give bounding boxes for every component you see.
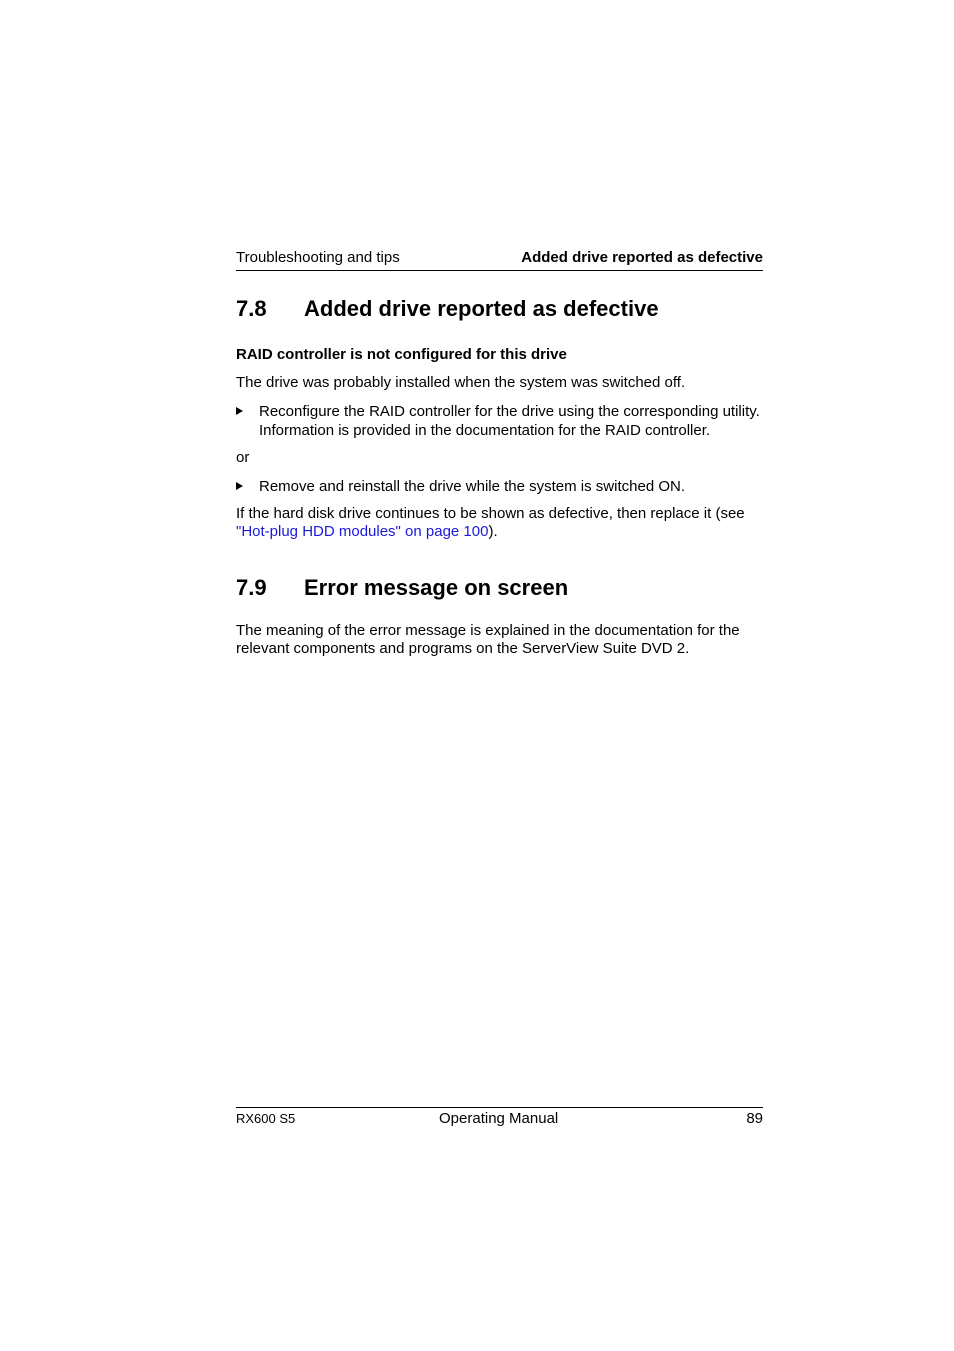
section-7-8-heading xyxy=(236,296,659,322)
section-title: Error message on screen xyxy=(304,575,569,600)
section-title: Added drive reported as defective xyxy=(304,296,659,321)
hot-plug-link[interactable]: "Hot-plug HDD modules" on page 100 xyxy=(236,523,489,540)
section-number: 7.8 xyxy=(236,296,267,321)
footer-manual: Operating Manual xyxy=(439,1110,559,1127)
running-header xyxy=(236,248,763,271)
header-chapter: Troubleshooting and tips xyxy=(236,249,400,266)
paragraph-line: relevant components and programs on the ServerView Suite DVD 2. xyxy=(236,640,690,657)
intro-paragraph: The drive was probably installed when the system was switched off. xyxy=(236,374,686,391)
or-text: or xyxy=(236,449,250,466)
bullet-text: Remove and reinstall the drive while the system is switched ON. xyxy=(259,478,686,495)
error-paragraph xyxy=(236,622,740,658)
bullet-text xyxy=(259,402,760,440)
page-footer xyxy=(236,1107,763,1127)
section-7-9-heading xyxy=(236,575,568,601)
note-line xyxy=(236,523,745,541)
page-number: 89 xyxy=(746,1110,763,1127)
bullet-line: Reconfigure the RAID controller for the drive using the corresponding utility. xyxy=(259,403,760,420)
bullet-line: Information is provided in the documentation for the RAID controller. xyxy=(259,422,711,439)
subheading: RAID controller is not configured for this drive xyxy=(236,346,567,363)
paragraph-line: The meaning of the error message is explained in the documentation for the xyxy=(236,622,740,639)
header-section: Added drive reported as defective xyxy=(521,249,763,266)
note-line: If the hard disk drive continues to be shown as defective, then replace it (see xyxy=(236,505,745,522)
section-number: 7.9 xyxy=(236,575,267,600)
note-end: ). xyxy=(488,523,498,540)
replace-note xyxy=(236,505,745,541)
bullet-arrow-icon xyxy=(236,482,243,490)
footer-model: RX600 S5 xyxy=(236,1111,296,1126)
bullet-arrow-icon xyxy=(236,407,243,415)
